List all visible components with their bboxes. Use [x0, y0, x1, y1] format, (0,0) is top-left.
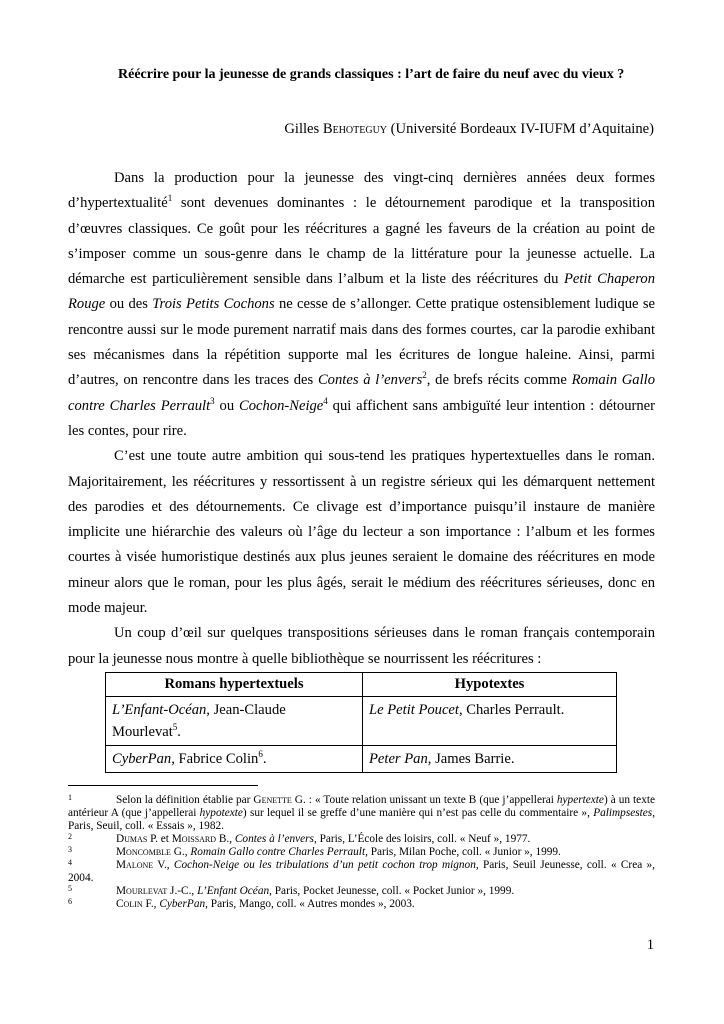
body-text — [68, 166, 655, 672]
footnote-1 — [68, 794, 655, 833]
text-run: , Paris, L’École des loisirs, coll. « Neuf », 1977. — [313, 833, 531, 845]
footnote-2 — [68, 833, 655, 846]
footnote-text — [68, 898, 655, 911]
text-run: , Charles Perrault. — [458, 702, 565, 718]
text-run: B., — [216, 833, 235, 845]
title-ref: L’Enfant Océan — [197, 885, 270, 897]
author-surname: Dumas — [116, 833, 148, 845]
footnote-text — [68, 846, 655, 859]
text-run: ne cesse de s’allonger. Cette pratique ostensiblement ludique se rencontre aussi sur le mode purement narratif mais dans des formes courtes, car la parodie exhibant ses mécanismes dans la répétition supporte mal les écritures de longue haleine. Ainsi, parmi d’autres, on rencontre dans les traces des — [68, 296, 655, 389]
text-run: J.-C., — [167, 885, 198, 897]
text-run: F., — [142, 898, 160, 910]
footnote-text — [68, 859, 655, 885]
text-run: ) à un texte antérieur A (que j’appellerai — [68, 794, 656, 819]
text-run: . — [262, 751, 267, 767]
table-header-cell: Romans hypertextuels — [106, 673, 363, 697]
title-ref: Petit Chaperon Rouge — [68, 271, 655, 313]
page-number: 1 — [646, 937, 654, 953]
paragraph-3: Un coup d’œil sur quelques transpositions sérieuses dans le roman français contemporain pour la jeunesse nous montre à quelle bibliothèque se nourrissent les réécritures : — [68, 625, 655, 667]
table-header-row — [106, 673, 617, 697]
rewrites-table — [105, 672, 617, 773]
table-header-cell: Hypotextes — [363, 673, 617, 697]
title-ref: CyberPan — [159, 898, 206, 910]
author-surname: Moncomble — [116, 846, 171, 858]
footnote-number: 2 — [68, 832, 72, 841]
table-row — [106, 697, 617, 746]
table-cell — [363, 746, 617, 773]
text-run: sont devenues dominantes : le détournement parodique et la transposition d’œuvres classiques. Ce goût pour les réécritures a gagné les faveurs de la création au point de s’imposer comme un sous-genre dans le champ de la littérature pour la jeunesse actuelle. La démarche est particulièrement sensible dans l’album et la liste des réécritures du — [68, 195, 655, 288]
footnote-number: 1 — [68, 793, 72, 802]
footnote-text — [68, 794, 655, 833]
author-surname: Genette — [253, 794, 292, 806]
text-run: G. : « Toute relation unissant un texte B (que j’appellerai — [291, 794, 557, 806]
text-run: , James Barrie. — [427, 751, 515, 767]
title-ref: Contes à l’envers — [317, 372, 423, 389]
title-ref: Cochon-Neige — [238, 397, 324, 414]
footnote-number: 4 — [68, 858, 72, 867]
title-ref: Romain Gallo contre Charles Perrault — [190, 846, 366, 858]
footnote-ref-2[interactable]: 2 — [422, 370, 427, 381]
footnote-4 — [68, 859, 655, 885]
text-run: , Paris, Seuil, coll. « Essais », 1982. — [68, 807, 656, 832]
footnote-number: 3 — [68, 845, 72, 854]
title-ref: Le Petit Poucet — [369, 702, 459, 718]
author-surname: Colin — [116, 898, 143, 910]
text-run: G., — [170, 846, 191, 858]
title-ref: Cochon-Neige ou les tribulations d’un petit cochon trop mignon — [173, 859, 476, 871]
title-ref: Peter Pan — [369, 751, 428, 767]
article-title: Réécrire pour la jeunesse de grands classiques : l’art de faire du neuf avec du vieux ? — [118, 67, 625, 82]
text-run: Dans la production pour la jeunesse des vingt-cinq dernières années deux formes d’hypertextualité — [68, 170, 655, 212]
text-run: , Jean-Claude Mourlevat — [112, 702, 286, 740]
text-run: , Paris, Pocket Jeunesse, coll. « Pocket Junior », 1999. — [269, 885, 515, 897]
term: hypertexte — [556, 794, 604, 806]
paragraph-1 — [68, 166, 655, 444]
author-name: Gilles — [284, 121, 323, 137]
footnote-ref-5[interactable]: 5 — [172, 722, 178, 733]
footnote-ref-3[interactable]: 3 — [210, 395, 215, 406]
title-ref: Palimpsestes — [593, 807, 653, 819]
term: hypotexte — [199, 807, 243, 819]
footnote-3 — [68, 846, 655, 859]
title-ref: Trois Petits Cochons — [152, 296, 275, 313]
text-run: ou — [214, 397, 239, 414]
footnote-number: 5 — [68, 884, 72, 893]
text-run: , Paris, Mango, coll. « Autres mondes », 2003. — [205, 898, 415, 910]
table-cell — [106, 746, 363, 773]
footnote-number: 6 — [68, 897, 72, 906]
author-surname: Mourlevat — [116, 885, 168, 897]
author-affiliation: (Université Bordeaux IV-IUFM d’Aquitaine) — [387, 121, 654, 137]
title-ref: L’Enfant-Océan — [112, 702, 207, 718]
text-run: ) sur lequel il se greffe d’une manière qui n’est pas celle du commentaire », — [242, 807, 594, 819]
text-run: V., — [153, 859, 174, 871]
title-ref: Contes à l’envers — [234, 833, 314, 845]
footnote-text — [68, 885, 655, 898]
table-cell — [106, 697, 363, 746]
author-surname: Moissard — [171, 833, 217, 845]
title-ref: Romain Gallo contre Charles Perrault — [68, 372, 655, 414]
table-cell — [363, 697, 617, 746]
text-run: Selon la définition établie par — [116, 794, 254, 806]
author-line — [284, 121, 654, 138]
footnote-ref-6[interactable]: 6 — [258, 749, 263, 760]
text-run: . — [177, 724, 181, 740]
text-run: , Paris, Seuil Jeunesse, coll. « Crea », 2004. — [68, 859, 655, 884]
text-run: P. et — [147, 833, 172, 845]
author-surname: Behoteguy — [322, 121, 388, 137]
footnote-ref-4[interactable]: 4 — [323, 395, 328, 406]
footnote-separator — [68, 785, 258, 786]
text-run: , Fabrice Colin — [171, 751, 259, 767]
footnote-6 — [68, 898, 655, 911]
footnote-text — [68, 833, 655, 846]
title-ref: CyberPan — [112, 751, 172, 767]
paragraph-2: C’est une toute autre ambition qui sous-tend les pratiques hypertextuelles dans le roman. Majoritairement, les réécritures y ressortissent à un registre sérieux qui les démarquent nettement des parodies et des détournements. Ce clivage est d’importance puisqu’il instaure de manière implicite une hiérarchie des valeurs où l’âge du lecteur a son importance : l’album et les formes courtes à visée humoristique destinés aux plus jeunes seraient le domaine des réécritures en mode mineur alors que le roman, pour les plus âgés, serait le médium des réécritures sérieuses, donc en mode majeur. — [68, 448, 655, 617]
text-run: , de brefs récits comme — [426, 372, 572, 389]
text-run: ou des — [105, 296, 153, 313]
footnote-ref-1[interactable]: 1 — [167, 193, 173, 204]
footnote-5 — [68, 885, 655, 898]
text-run: qui affichent sans ambiguïté leur intention : détourner les contes, pour rire. — [68, 397, 656, 439]
text-run: , Paris, Milan Poche, coll. « Junior », 1999. — [365, 846, 561, 858]
table-row — [106, 746, 617, 773]
author-surname: Malone — [116, 859, 154, 871]
footnotes — [68, 794, 655, 911]
